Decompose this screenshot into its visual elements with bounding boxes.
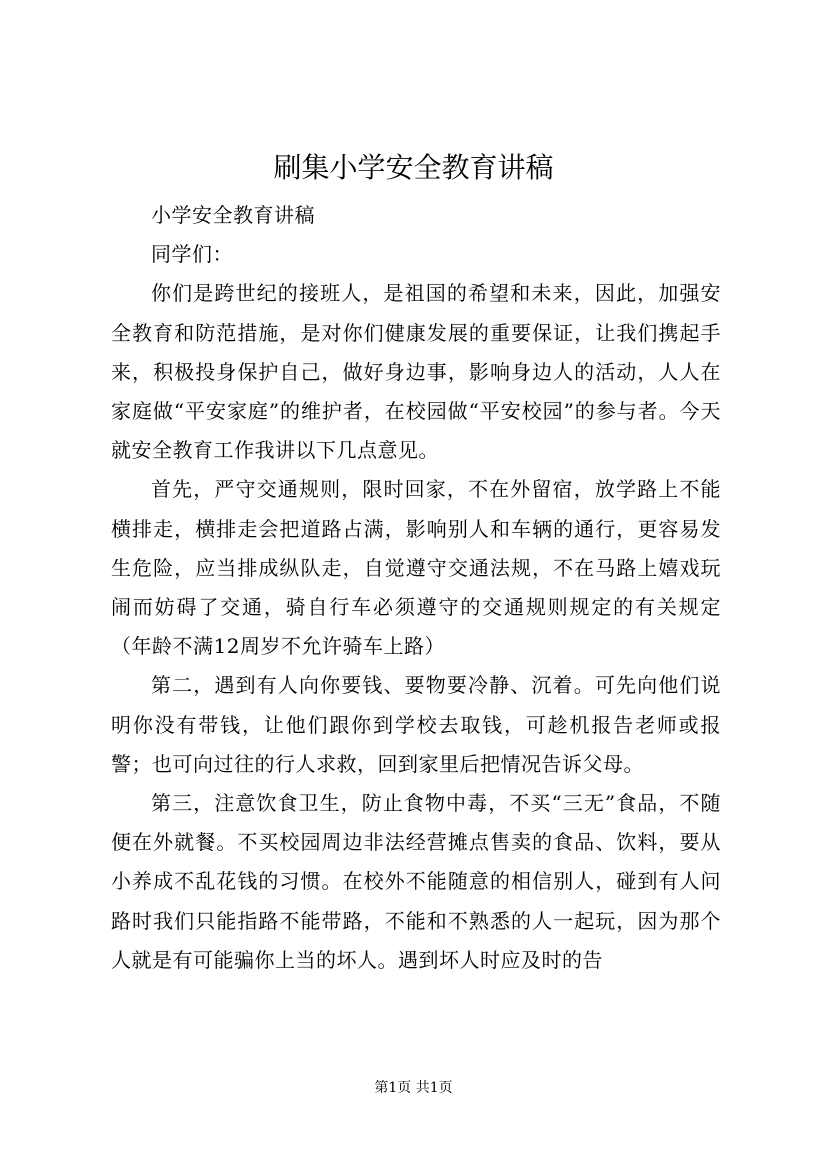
- document-title: 刷集小学安全教育讲稿: [273, 151, 554, 184]
- body-paragraph: 首先，严守交通规则，限时回家，不在外留宿，放学路上不能横排走，横排走会把道路占满，影响别人和车辆的通行，更容易发生危险，应当排成纵队走，自觉遵守交通法规，不在马路上嬉戏玩闹而妨碍了交通，骑自行车必须遵守的交通规则规定的有关规定（年龄不满12周岁不允许骑车上路）: [111, 477, 721, 659]
- body-paragraph: 第二，遇到有人向你要钱、要物要冷静、沉着。可先向他们说明你没有带钱，让他们跟你到学校去取钱，可趁机报告老师或报警；也可向过往的行人求救，回到家里后把情况告诉父母。: [111, 673, 721, 776]
- salutation-paragraph: 同学们：: [151, 242, 233, 267]
- body-paragraph: 你们是跨世纪的接班人，是祖国的希望和未来，因此，加强安全教育和防范措施，是对你们健康发展的重要保证，让我们携起手来，积极投身保护自己，做好身边事，影响身边人的活动，人人在家庭做“平安家庭”的维护者，在校园做“平安校园”的参与者。今天就安全教育工作我讲以下几点意见。: [111, 281, 721, 463]
- body-paragraph: 第三，注意饮食卫生，防止食物中毒，不买“三无”食品，不随便在外就餐。不买校园周边非法经营摊点售卖的食品、饮料，要从小养成不乱花钱的习惯。在校外不能随意的相信别人，碰到有人问路时我们只能指路不能带路，不能和不熟悉的人一起玩，因为那个人就是有可能骗你上当的坏人。遇到坏人时应及时的告: [111, 791, 721, 972]
- document-body: [111, 196, 721, 980]
- page-footer: 第1页 共1页: [374, 1080, 453, 1096]
- subtitle-paragraph: 小学安全教育讲稿: [151, 203, 315, 227]
